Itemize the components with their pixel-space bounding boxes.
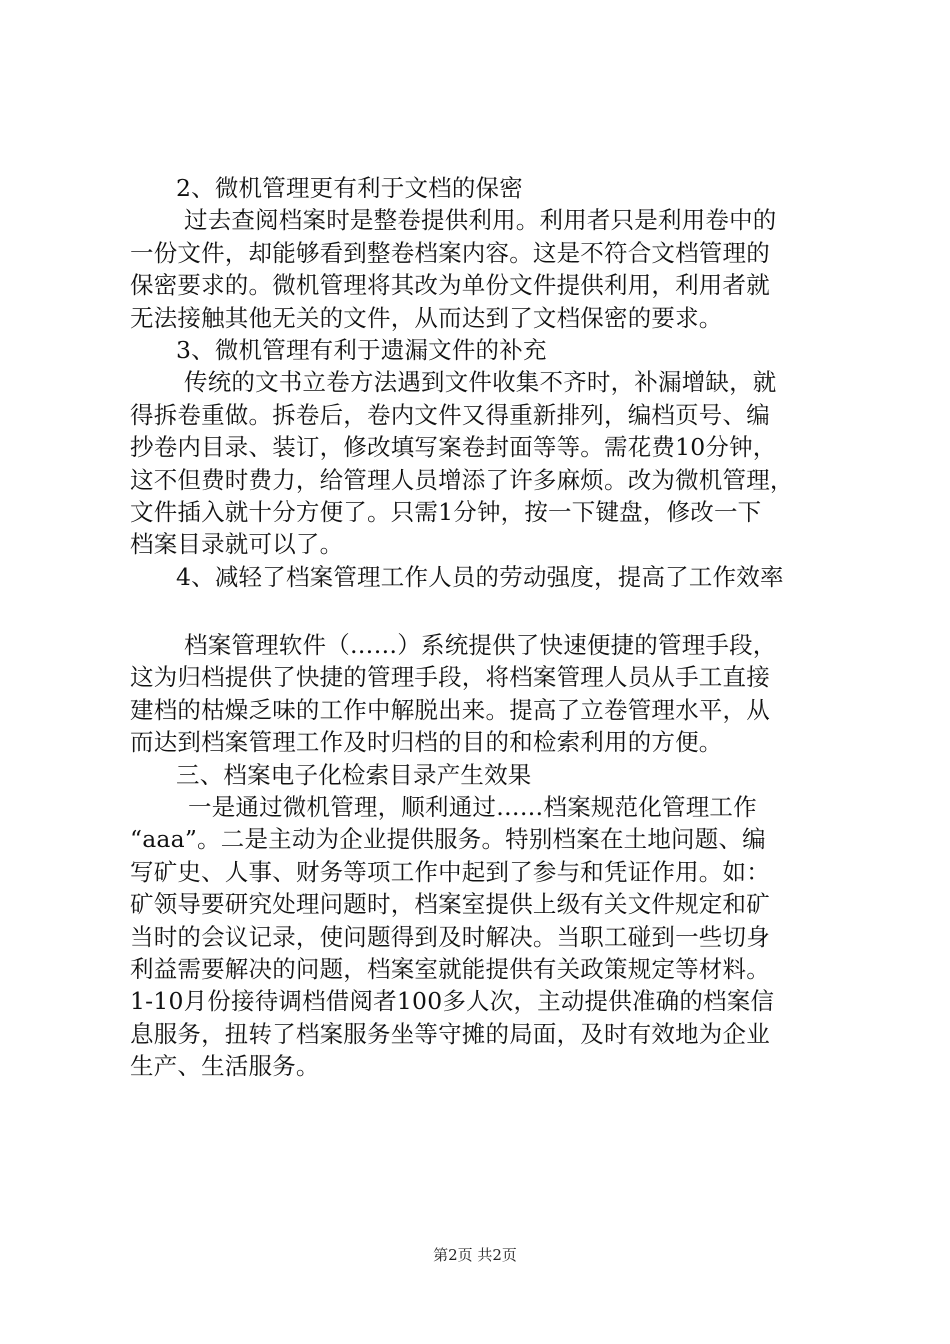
paragraph-line: 息服务，扭转了档案服务坐等守摊的局面，及时有效地为企业 [130,1019,770,1048]
paragraph-line: 档案管理软件（……）系统提供了快速便捷的管理手段， [184,631,777,660]
section-heading-three: 三、档案电子化检索目录产生效果 [176,760,532,789]
paragraph-line: 矿领导要研究处理问题时，档案室提供上级有关文件规定和矿 [130,890,770,919]
paragraph-line: 这为归档提供了快捷的管理手段，将档案管理人员从手工直接 [130,663,770,692]
paragraph-line: “aaa”。二是主动为企业提供服务。特别档案在土地问题、编 [130,825,766,854]
paragraph-line: 传统的文书立卷方法遇到文件收集不齐时，补漏增缺，就 [184,368,777,397]
section-heading-3: 3、微机管理有利于遗漏文件的补充 [176,335,547,364]
paragraph-line: 过去查阅档案时是整卷提供利用。利用者只是利用卷中的 [184,206,777,235]
paragraph-line: 这不但费时费力，给管理人员增添了许多麻烦。改为微机管理， [130,465,794,494]
paragraph-line: 文件插入就十分方便了。只需1分钟，按一下键盘，修改一下 [130,497,762,526]
paragraph-line: 利益需要解决的问题，档案室就能提供有关政策规定等材料。 [130,954,770,983]
page-number-footer: 第2页 共2页 [433,1246,517,1264]
paragraph-line: 一是通过微机管理，顺利通过……档案规范化管理工作 [188,793,757,822]
paragraph-line: 得拆卷重做。拆卷后，卷内文件又得重新排列，编档页号、编 [130,400,770,429]
paragraph-line: 写矿史、人事、财务等项工作中起到了参与和凭证作用。如： [130,857,770,886]
paragraph-line: 当时的会议记录，使问题得到及时解决。当职工碰到一些切身 [130,922,770,951]
paragraph-line: 保密要求的。微机管理将其改为单份文件提供利用，利用者就 [130,271,770,300]
document-body [130,172,830,1083]
paragraph-line: 一份文件，却能够看到整卷档案内容。这是不符合文档管理的 [130,238,770,267]
paragraph-line: 档案目录就可以了。 [130,530,344,559]
paragraph-line: 而达到档案管理工作及时归档的目的和检索利用的方便。 [130,728,723,757]
paragraph-line: 抄卷内目录、装订，修改填写案卷封面等等。需花费10分钟， [130,433,777,462]
paragraph-gap [130,593,830,629]
section-heading-2: 2、微机管理更有利于文档的保密 [176,174,523,202]
paragraph-line: 建档的枯燥乏味的工作中解脱出来。提高了立卷管理水平，从 [130,695,770,724]
paragraph-line: 生产、生活服务。 [130,1052,320,1081]
paragraph-line: 1-10月份接待调档借阅者100多人次，主动提供准确的档案信 [130,987,775,1016]
paragraph-line: 无法接触其他无关的文件，从而达到了文档保密的要求。 [130,303,723,332]
section-heading-4: 4、减轻了档案管理工作人员的劳动强度，提高了工作效率 [176,562,784,591]
